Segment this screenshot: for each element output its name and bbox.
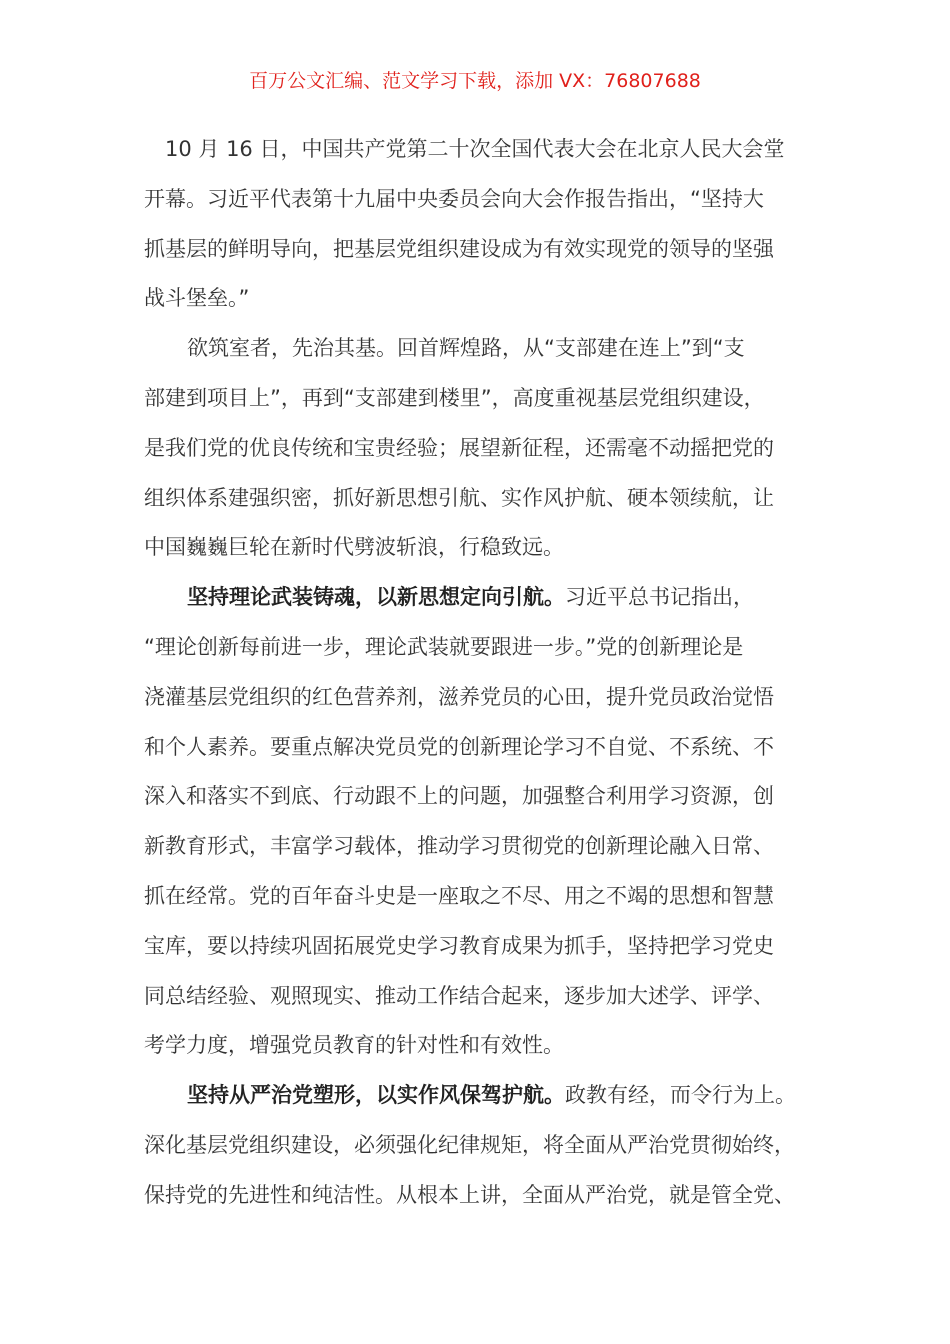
line-text: 宝库，要以持续巩固拓展党史学习教育成果为抓手，坚持把学习党史 (144, 933, 774, 958)
watermark-header: 百万公文汇编、范文学习下载，添加 VX：76807688 (249, 70, 701, 92)
text-line (144, 324, 814, 374)
line-text: 中国巍巍巨轮在新时代劈波斩浪，行稳致远。 (144, 535, 564, 560)
text-line (144, 175, 814, 225)
bold-heading: 坚持从严治党塑形，以实作风保驾护航。 (187, 1083, 565, 1108)
line-text: 抓在经常。党的百年奋斗史是一座取之不尽、用之不竭的思想和智慧 (144, 883, 774, 908)
line-text: 欲筑室者，先治其基。回首辉煌路，从“支部建在连上”到“支 (187, 336, 745, 361)
line-text: 10 月 16 日，中国共产党第二十次全国代表大会在北京人民大会堂 (165, 137, 785, 161)
bold-heading: 坚持理论武装铸魂，以新思想定向引航。 (187, 585, 565, 610)
line-text: 深入和落实不到底、行动跟不上的问题，加强整合利用学习资源，创 (144, 784, 774, 809)
line-text: 组织体系建强织密，抓好新思想引航、实作风护航、硬本领续航，让 (144, 485, 774, 510)
text-line (144, 822, 814, 872)
text-line (144, 573, 814, 623)
line-text: 深化基层党组织建设，必须强化纪律规矩，将全面从严治党贯彻始终， (144, 1132, 795, 1157)
line-text: 保持党的先进性和纯洁性。从根本上讲，全面从严治党，就是管全党、 (144, 1182, 795, 1207)
text-line (144, 972, 814, 1022)
text-line (144, 623, 814, 673)
line-text: 浇灌基层党组织的红色营养剂，滋养党员的心田，提升党员政治觉悟 (144, 684, 774, 709)
text-line (144, 1021, 814, 1071)
line-text: 同总结经验、观照现实、推动工作结合起来，逐步加大述学、评学、 (144, 983, 774, 1008)
text-line (144, 523, 814, 573)
text-line (144, 424, 814, 474)
line-text: 部建到项目上”，再到“支部建到楼里”，高度重视基层党组织建设， (144, 385, 765, 410)
text-line (144, 374, 814, 424)
line-text: 政教有经，而令行为上。 (565, 1083, 796, 1108)
text-line (144, 1071, 814, 1121)
line-text: 是我们党的优良传统和宝贵经验；展望新征程，还需毫不动摇把党的 (144, 435, 774, 460)
text-line (144, 1121, 814, 1171)
text-line (144, 772, 814, 822)
text-line (144, 872, 814, 922)
line-text: 新教育形式，丰富学习载体，推动学习贯彻党的创新理论融入日常、 (144, 834, 774, 859)
line-text: 抓基层的鲜明导向，把基层党组织建设成为有效实现党的领导的坚强 (144, 236, 774, 261)
line-text: 战斗堡垒。” (144, 286, 250, 311)
document-body (144, 125, 814, 1221)
text-line (144, 225, 814, 275)
line-text: 考学力度，增强党员教育的针对性和有效性。 (144, 1033, 564, 1058)
line-text: 习近平总书记指出， (565, 585, 754, 610)
text-line (144, 274, 814, 324)
text-line (144, 922, 814, 972)
line-text: 开幕。习近平代表第十九届中央委员会向大会作报告指出，“坚持大 (144, 186, 764, 211)
text-line (144, 474, 814, 524)
line-text: “理论创新每前进一步，理论武装就要跟进一步。”党的创新理论是 (144, 634, 744, 659)
text-line (144, 125, 814, 175)
text-line (144, 1171, 814, 1221)
line-text: 和个人素养。要重点解决党员党的创新理论学习不自觉、不系统、不 (144, 734, 774, 759)
text-line (144, 673, 814, 723)
text-line (144, 723, 814, 773)
